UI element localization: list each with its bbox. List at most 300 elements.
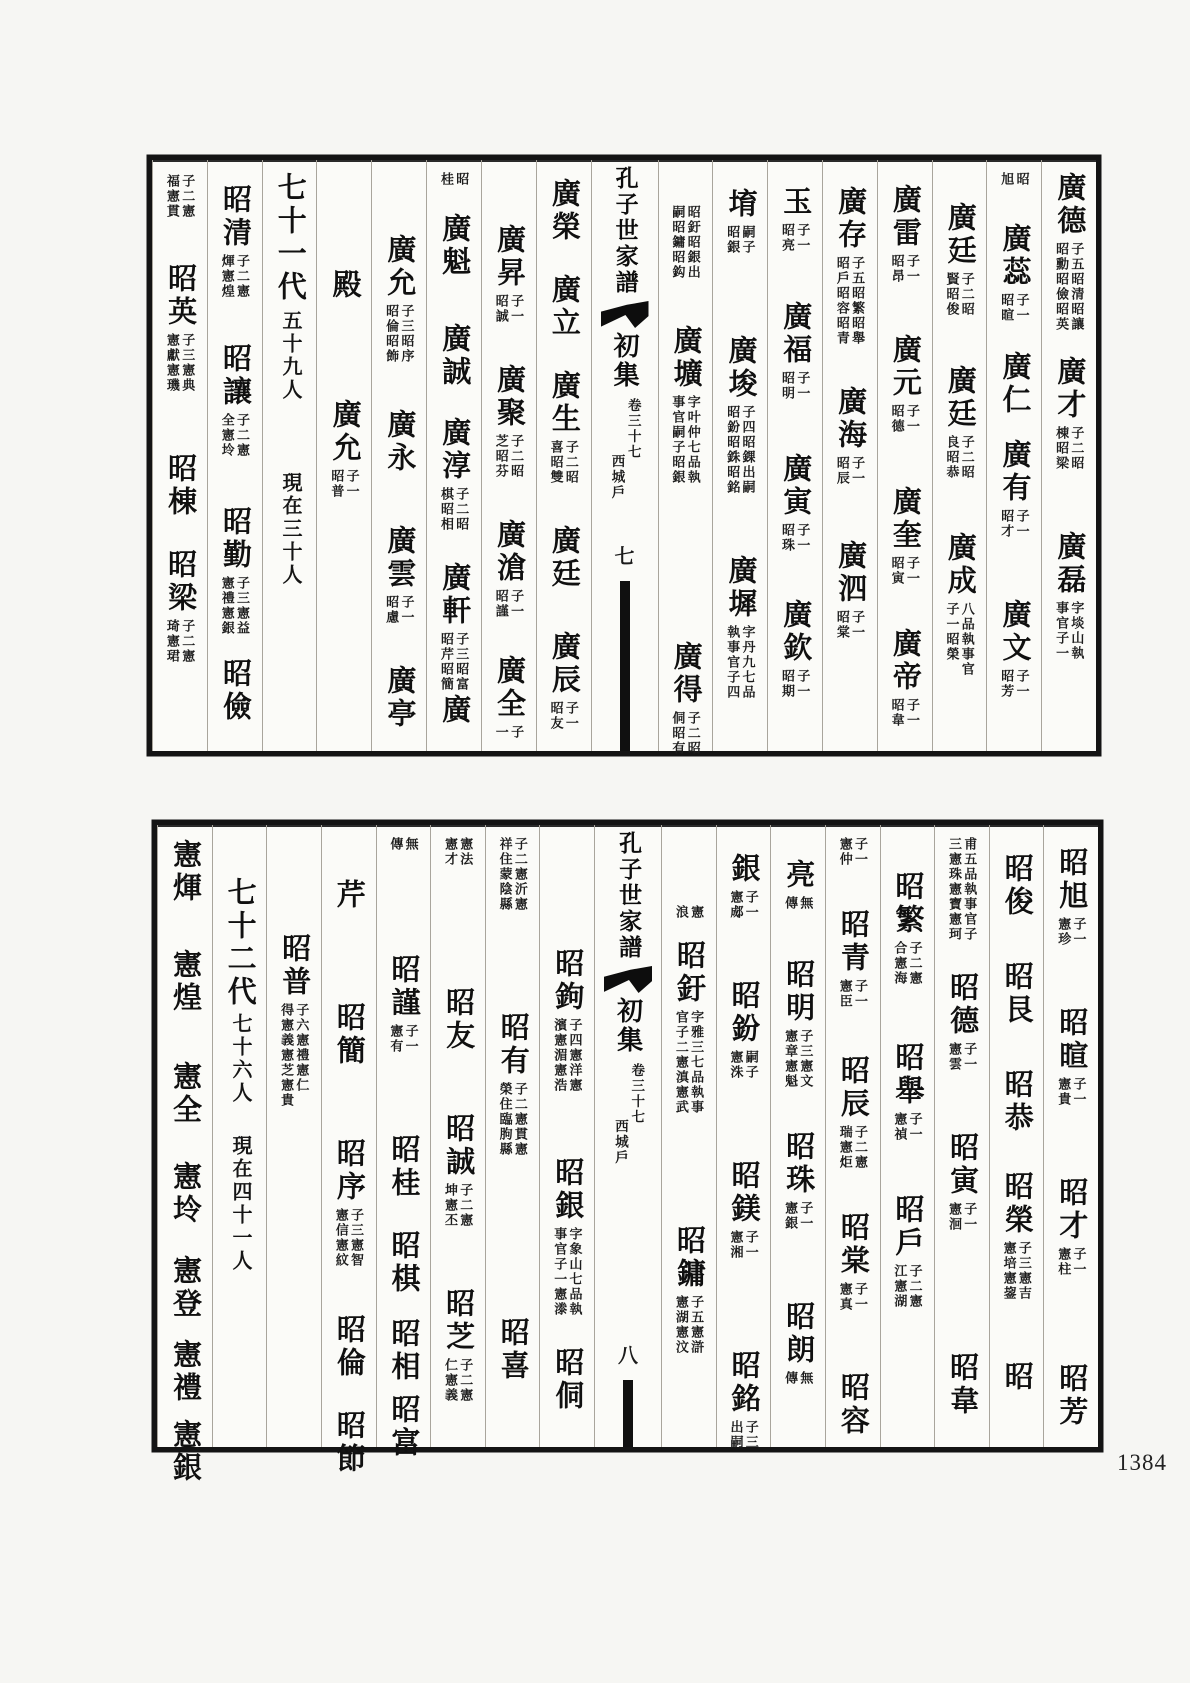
note-right-subcolumn: 子二昭 [959,272,975,317]
children-note [999,293,1030,323]
person-name: 昭德 [946,972,979,1038]
genealogy-column [316,160,371,751]
children-note [443,837,474,867]
note-left-subcolumn: 憲獻憲璣 [164,333,180,393]
note-right-subcolumn: 子六憲禮憲仁 [294,1003,310,1093]
genealogy-column [152,160,207,751]
person-name: 廣立 [547,274,580,340]
generation-count: 現在三十人 [279,472,302,587]
note-left-subcolumn: 嗣昭鏞昭鈎 [670,205,686,280]
note-right-subcolumn: 子一 [743,890,759,920]
note-right-subcolumn: 子四憲洋憲 [567,1018,583,1093]
note-left-subcolumn: 昭昂 [889,254,905,284]
children-note [947,1202,978,1232]
person-name: 憲全 [169,1061,202,1127]
note-left-subcolumn: 憲雲 [946,1042,962,1072]
person-name: 廣全 [493,655,525,721]
note-right-subcolumn: 子一 [1071,1247,1087,1277]
note-left-subcolumn: 昭棠 [834,610,850,640]
note-left-subcolumn: 昭友 [548,701,564,731]
children-note [944,435,975,480]
person-name: 昭喜 [496,1317,529,1383]
children-note [1056,917,1087,947]
person-name: 廣墀 [724,555,757,621]
collection-title: 初集 [613,997,643,1055]
person-name: 廣廷 [943,365,976,431]
children-note [780,669,811,699]
genealogy-column [661,825,716,1447]
genealogy-column [716,825,771,1450]
genealogy-column [770,825,825,1447]
children-note [728,1050,759,1080]
person-name: 憲煇 [169,839,202,905]
note-left-subcolumn: 喜昭雙 [548,440,564,485]
note-left-subcolumn: 仁憲義 [442,1358,458,1403]
note-left-subcolumn: 憲柱 [1056,1247,1072,1277]
children-note [673,1010,704,1115]
note-left-subcolumn: 憲湖憲汶 [673,1295,689,1355]
person-name: 廣廷 [547,525,580,591]
note-right-subcolumn: 嗣子 [743,1050,759,1080]
person-name: 昭芳 [1055,1363,1088,1429]
note-right-subcolumn: 子一 [509,294,525,324]
children-note [835,456,866,486]
note-left-subcolumn: 全憲坽 [219,413,235,458]
note-left-subcolumn: 濱憲湄憲浩 [552,1018,568,1093]
person-name: 昭棟 [164,453,197,519]
children-note [837,1125,868,1170]
note-left-subcolumn: 得憲義憲芝憲貴 [279,1003,295,1108]
note-right-subcolumn: 子一 [904,556,920,586]
genealogy-column [880,825,935,1447]
generation-count: 現在四十一人 [228,1135,251,1273]
note-left-subcolumn: 昭普 [329,469,345,499]
person-name: 昭戶 [891,1194,924,1260]
children-note [725,625,756,700]
note-left-subcolumn: 昭芳 [999,669,1015,699]
children-note [497,837,528,912]
children-note [999,669,1030,699]
children-note [725,225,756,255]
person-name: 昭桂 [387,1134,420,1200]
note-right-subcolumn: 子二憲貫憲 [512,1082,528,1157]
note-left-subcolumn: 昭倫昭飾 [384,304,400,364]
person-name: 昭鈖 [727,980,760,1046]
fishtail-mark [601,301,649,328]
note-right-subcolumn: 子二昭 [685,711,701,756]
children-note [219,254,250,299]
generation-count: 五十九人 [279,310,302,402]
note-right-subcolumn: 子一 [1014,509,1030,539]
children-note [780,371,811,401]
person-name: 昭才 [1055,1177,1088,1243]
page-number: 1384 [1117,1450,1167,1475]
children-note [673,905,704,920]
note-left-subcolumn: 憲有 [388,1024,404,1054]
person-name: 廣魁 [438,213,471,279]
note-left-subcolumn: 憲洄 [946,1202,962,1232]
genealogy-panel-bottom [153,821,1102,1485]
genealogy-column [266,825,321,1447]
person-name: 昭旭 [1055,847,1088,913]
note-left-subcolumn: 憲貴 [1056,1077,1072,1107]
person-name: 芹 [332,879,365,912]
genealogy-column [932,160,987,751]
genealogy-column [376,825,431,1460]
note-right-subcolumn: 子二昭 [959,435,975,480]
note-left-subcolumn: 憲仲 [837,837,853,867]
children-note [780,523,811,553]
note-left-subcolumn: 棋昭相 [438,487,454,532]
children-note [1054,601,1085,661]
person-name: 昭鏞 [673,1225,706,1291]
note-left-subcolumn: 旭 [999,172,1015,187]
person-name: 廣才 [1053,356,1086,422]
note-left-subcolumn: 昭亮 [780,223,796,253]
children-note [333,1208,364,1268]
note-right-subcolumn: 子一 [399,595,415,625]
note-left-subcolumn: 執事官子四 [725,625,741,700]
note-left-subcolumn: 昭慮 [384,595,400,625]
person-name: 廣壙 [669,325,702,391]
note-right-subcolumn: 子二憲 [180,174,196,219]
children-note [279,1003,310,1108]
person-name: 廣亭 [383,665,416,731]
note-left-subcolumn: 出嗣 [728,1420,744,1450]
note-left-subcolumn: 憲真 [837,1282,853,1312]
children-note [384,595,415,625]
note-right-subcolumn: 昭 [1014,172,1030,187]
note-left-subcolumn: 憲湘 [728,1230,744,1260]
person-name: 廣允 [383,234,416,300]
note-right-subcolumn: 字叶仲七品執 [685,395,701,485]
note-left-subcolumn: 桂 [438,172,454,187]
person-name: 昭倫 [332,1314,365,1380]
volume-number: 卷三十七 [625,398,641,460]
children-note [837,1282,868,1312]
note-left-subcolumn: 坤憲丕 [442,1183,458,1228]
note-left-subcolumn: 昭寅 [889,556,905,586]
person-name: 昭明 [782,959,815,1025]
children-note [889,556,920,586]
person-name: 廣廷 [943,202,976,268]
genealogy-column [822,160,877,751]
children-note [892,1264,923,1309]
children-note [892,941,923,986]
note-right-subcolumn: 憲法 [458,837,474,867]
person-name: 廣蕊 [998,223,1031,289]
note-right-subcolumn: 子五昭繁昭舉 [850,256,866,346]
person-name: 昭朗 [782,1301,815,1367]
center-fold-bar [620,581,630,751]
children-note [728,1230,759,1260]
note-right-subcolumn: 子二昭 [509,434,525,479]
note-right-subcolumn: 子三憲典 [180,333,196,393]
children-note [670,205,701,280]
person-name: 昭誠 [442,1113,475,1179]
genealogy-column [371,160,426,751]
children-note [889,254,920,284]
note-right-subcolumn: 子五憲滸 [689,1295,705,1355]
children-note [1056,1247,1087,1277]
note-left-subcolumn: 憲珍 [1056,917,1072,947]
children-note [783,1371,814,1386]
person-name: 昭寅 [946,1132,979,1198]
note-right-subcolumn: 子一 [1071,1077,1087,1107]
person-name: 廣欽 [779,599,812,665]
note-right-subcolumn: 子一 [904,254,920,284]
generation-count: 七十六人 [228,1013,251,1105]
genealogy-column [262,160,317,751]
children-note [999,172,1030,187]
person-name: 昭銘 [727,1350,760,1416]
person-name: 昭 [1000,1361,1033,1394]
children-note [889,698,920,728]
person-name: 憲登 [169,1255,202,1321]
note-right-subcolumn: 子一 [798,1201,814,1231]
person-name: 昭儉 [218,658,251,724]
person-name: 昭容 [836,1372,869,1438]
children-note [443,1183,474,1228]
children-note [728,1420,759,1450]
person-name: 殿 [328,269,361,302]
note-right-subcolumn: 無 [798,896,814,911]
children-note [329,469,360,499]
genealogy-column [321,825,376,1476]
note-right-subcolumn: 子二昭 [1069,426,1085,471]
children-note [552,1227,583,1317]
note-right-subcolumn: 字埮山執 [1069,601,1085,661]
children-note [835,256,866,346]
children-note [384,304,415,364]
note-left-subcolumn: 昭才 [999,509,1015,539]
person-name: 廣昇 [493,224,525,290]
person-name: 廣成 [943,532,976,598]
household-label: 西城戶 [609,454,625,501]
note-left-subcolumn: 昭珠 [780,523,796,553]
person-name: 昭鉤 [551,948,584,1014]
person-name: 廣榮 [547,178,580,244]
note-right-subcolumn: 子一 [743,1230,759,1260]
person-name: 廣文 [998,599,1031,665]
children-note [944,602,975,677]
note-left-subcolumn: 三憲珠憲寶憲珂 [946,837,962,942]
note-left-subcolumn: 祥住蒙陰縣 [497,837,513,912]
note-right-subcolumn: 子一 [962,1042,978,1072]
children-note [497,1082,528,1157]
center-title-column [591,160,658,751]
note-right-subcolumn: 子一 [853,979,869,1009]
note-right-subcolumn: 子一 [904,404,920,434]
person-name: 廣永 [383,409,416,475]
note-right-subcolumn: 子二憲沂憲 [512,837,528,912]
note-left-subcolumn: 昭鈖昭銖昭銘 [725,405,741,495]
genealogy-column [712,160,767,751]
person-name: 昭棋 [387,1230,420,1296]
children-note [728,890,759,920]
person-name: 昭芝 [442,1288,475,1354]
note-left-subcolumn: 昭韋 [889,698,905,728]
note-right-subcolumn: 子一 [795,523,811,553]
note-right-subcolumn: 昭 [454,172,470,187]
genealogy-column [157,825,212,1485]
genealogy-column [536,160,591,751]
genealogy-column [767,160,822,751]
note-left-subcolumn: 瑞憲炬 [837,1125,853,1170]
person-name: 廣允 [328,399,361,465]
person-name: 廣存 [834,186,867,252]
note-left-subcolumn: 事官子一憲漛 [552,1227,568,1317]
person-name: 廣泗 [834,540,867,606]
note-right-subcolumn: 子一 [795,371,811,401]
person-name: 昭榮 [1000,1171,1033,1237]
person-name: 七十一代 [273,172,306,304]
person-name: 昭珠 [782,1131,815,1197]
note-right-subcolumn: 八品執事官 [959,602,975,677]
fishtail-mark [604,966,652,993]
children-note [947,1042,978,1072]
folio-marker: 八 [618,1345,638,1367]
children-note [783,1029,814,1089]
note-right-subcolumn: 子二憲 [458,1183,474,1228]
note-right-subcolumn: 子三 [743,1420,759,1450]
note-left-subcolumn: 昭暄 [999,293,1015,323]
note-left-subcolumn: 憲培憲鋆 [1001,1241,1017,1301]
person-name: 昭俊 [1000,853,1033,919]
genealogy-column [658,160,713,756]
note-right-subcolumn: 憲 [689,905,705,920]
note-left-subcolumn: 憲禮憲銀 [219,576,235,636]
note-left-subcolumn: 傳 [783,896,799,911]
children-note [673,1295,704,1355]
children-note [783,1201,814,1231]
note-left-subcolumn: 憲臣 [837,979,853,1009]
note-left-subcolumn: 昭銀 [725,225,741,255]
children-note [548,440,579,485]
note-right-subcolumn: 子三憲智 [349,1208,365,1268]
note-left-subcolumn: 子一昭榮 [944,602,960,662]
person-name: 昭友 [442,987,475,1053]
person-name: 憲煌 [169,949,202,1015]
person-name: 昭清 [218,184,251,250]
note-right-subcolumn: 子二憲 [458,1358,474,1403]
person-name: 昭鎂 [727,1160,760,1226]
note-right-subcolumn: 子一 [1014,293,1030,323]
note-right-subcolumn: 子二昭 [454,487,470,532]
note-right-subcolumn: 子四昭錁出嗣 [740,405,756,495]
person-name: 廣元 [888,334,921,400]
children-note [443,1358,474,1403]
genealogy-column [539,825,594,1447]
genealogy-column [426,160,481,751]
person-name: 憲銀 [169,1419,202,1485]
person-name: 昭繁 [891,871,924,937]
note-left-subcolumn: 昭謹 [493,589,509,619]
note-left-subcolumn: 憲才 [442,837,458,867]
person-name: 廣埈 [724,335,757,401]
children-note [1054,242,1085,332]
person-name: 昭簡 [332,1002,365,1068]
person-name: 廣 [438,694,471,727]
note-left-subcolumn: 侗昭有 [670,711,686,756]
note-right-subcolumn: 子一 [1071,917,1087,947]
genealogy-column [986,160,1041,751]
note-left-subcolumn: 福憲貫 [164,174,180,219]
children-note [725,405,756,495]
person-name: 廣磊 [1053,531,1086,597]
children-note [837,837,868,867]
note-left-subcolumn: 芝昭芬 [493,434,509,479]
note-left-subcolumn: 煇憲煌 [219,254,235,299]
note-right-subcolumn: 子二憲 [853,1125,869,1170]
volume-label [608,398,640,538]
person-name: 廣淳 [438,417,471,483]
children-note [889,404,920,434]
volume-number: 卷三十七 [629,1063,645,1125]
person-name: 昭辰 [836,1055,869,1121]
person-name: 廣得 [669,641,702,707]
children-note [439,632,470,692]
person-name: 昭序 [332,1138,365,1204]
note-right-subcolumn: 子一 [563,701,579,731]
person-name: 憲坽 [169,1161,202,1227]
note-left-subcolumn: 昭德 [889,404,905,434]
children-note [439,487,470,532]
note-right-subcolumn: 昭釪昭銀出 [685,205,701,280]
genealogy-column [1043,825,1098,1447]
person-name: 亮 [782,859,815,892]
person-name: 昭梁 [164,549,197,615]
person-name: 玉 [779,186,812,219]
children-note [552,1018,583,1093]
note-right-subcolumn: 字丹九七品 [740,625,756,700]
genealogy-column [212,825,267,1447]
note-right-subcolumn: 子一 [962,1202,978,1232]
children-note [1054,426,1085,471]
note-right-subcolumn: 子一 [850,456,866,486]
person-name: 廣福 [779,301,812,367]
note-left-subcolumn: 官子二憲滇憲武 [673,1010,689,1115]
genealogy-column [1041,160,1096,751]
person-name: 昭普 [278,933,311,999]
person-name: 昭節 [332,1410,365,1476]
children-note [892,1112,923,1142]
note-left-subcolumn: 一 [493,725,509,740]
note-left-subcolumn: 憲信憲紋 [333,1208,349,1268]
person-name: 廣滄 [493,519,525,585]
person-name: 廣海 [834,386,867,452]
genealogy-column [481,160,536,751]
note-right-subcolumn: 子二憲 [180,619,196,664]
note-left-subcolumn: 憲章憲魁 [783,1029,799,1089]
note-right-subcolumn: 子一 [344,469,360,499]
note-right-subcolumn: 子三憲文 [798,1029,814,1089]
note-left-subcolumn: 江憲湖 [892,1264,908,1309]
person-name: 廣帝 [888,628,921,694]
note-left-subcolumn: 昭明 [780,371,796,401]
note-right-subcolumn: 甫五品執事官子 [962,837,978,942]
note-right-subcolumn: 子一 [907,1112,923,1142]
children-note [1056,1077,1087,1107]
note-left-subcolumn: 賢昭俊 [944,272,960,317]
children-note [999,509,1030,539]
children-note [493,434,524,479]
collection-title: 初集 [610,332,640,390]
person-name: 廣聚 [493,364,525,430]
person-name: 廣仁 [998,351,1031,417]
person-name: 昭棠 [836,1212,869,1278]
person-name: 昭侗 [551,1347,584,1413]
